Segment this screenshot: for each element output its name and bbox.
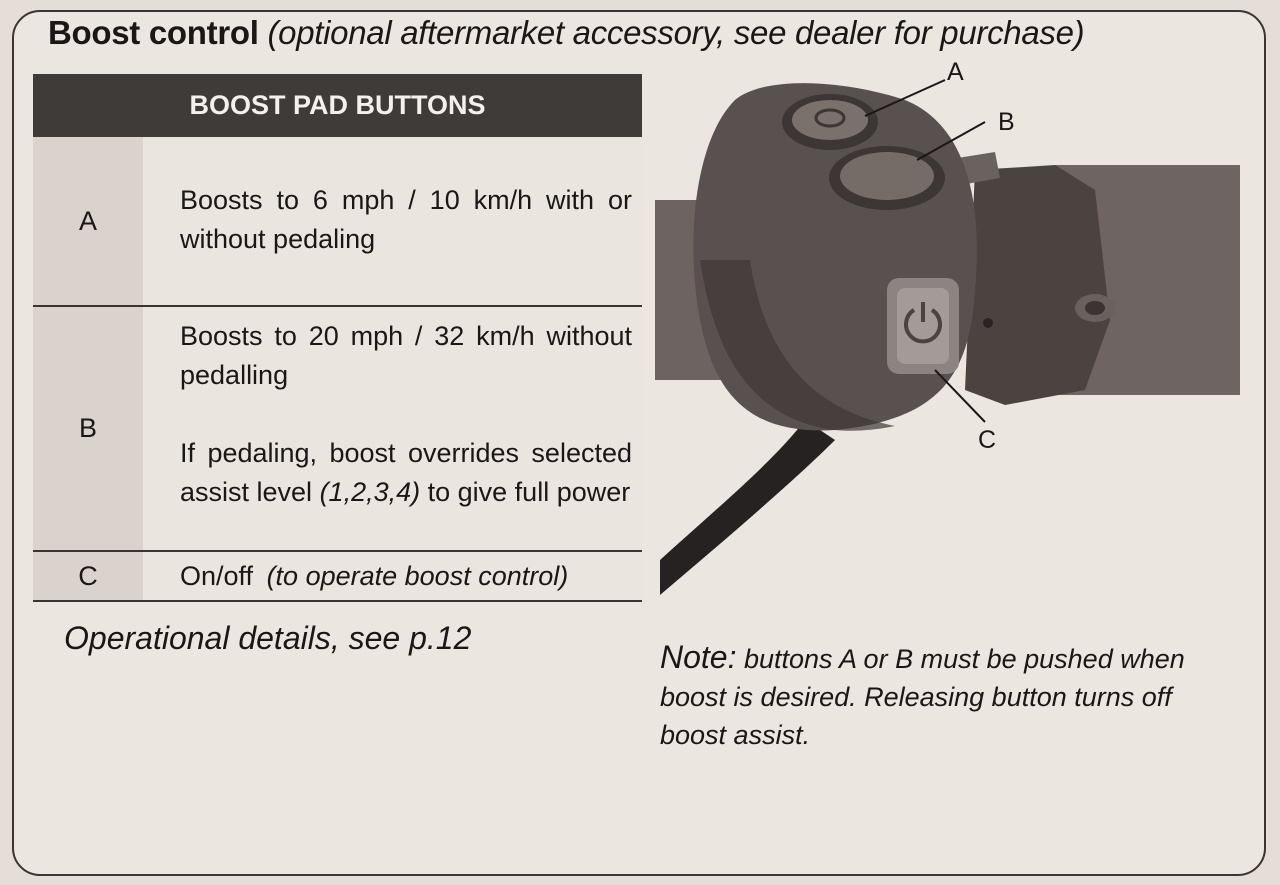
description-note: (to operate boost control) — [266, 560, 569, 591]
button-description: Boosts to 6 mph / 10 km/h with or without pedaling — [143, 137, 642, 305]
button-letter: B — [33, 307, 143, 550]
button-letter: C — [33, 552, 143, 600]
button-description — [143, 307, 642, 550]
table-row — [33, 307, 642, 552]
description-line: Boosts to 20 mph / 32 km/h without pedalling — [180, 321, 632, 390]
cable — [660, 420, 835, 595]
table-header: BOOST PAD BUTTONS — [33, 74, 642, 137]
heading-title: Boost control — [48, 14, 259, 51]
description-text: On/off — [180, 560, 261, 591]
note-text: buttons A or B must be pushed when boost is desired. Releasing button turns off boost assist. — [660, 644, 1185, 750]
callout-a: A — [947, 58, 964, 86]
boost-pad-illustration — [655, 60, 1255, 600]
button-a — [792, 100, 868, 140]
heading-subtitle: (optional aftermarket accessory, see dealer for purchase) — [267, 14, 1085, 51]
description-line — [180, 434, 632, 512]
button-letter: A — [33, 137, 143, 305]
handlebar-drawing — [655, 60, 1255, 600]
note-label: Note: — [660, 639, 737, 675]
description-text: If pedaling, boost overrides selected assist level — [180, 438, 632, 507]
section-heading — [48, 14, 1084, 52]
operational-details: Operational details, see p.12 — [64, 620, 472, 656]
callout-c: C — [978, 426, 997, 454]
description-text: to give full power — [420, 477, 631, 507]
note — [660, 638, 1230, 754]
button-description — [143, 552, 642, 600]
clamp — [965, 165, 1110, 405]
assist-levels: (1,2,3,4) — [319, 477, 421, 507]
boost-buttons-table — [33, 74, 642, 602]
table-row — [33, 552, 642, 602]
callout-b: B — [998, 108, 1015, 136]
table-row — [33, 137, 642, 307]
